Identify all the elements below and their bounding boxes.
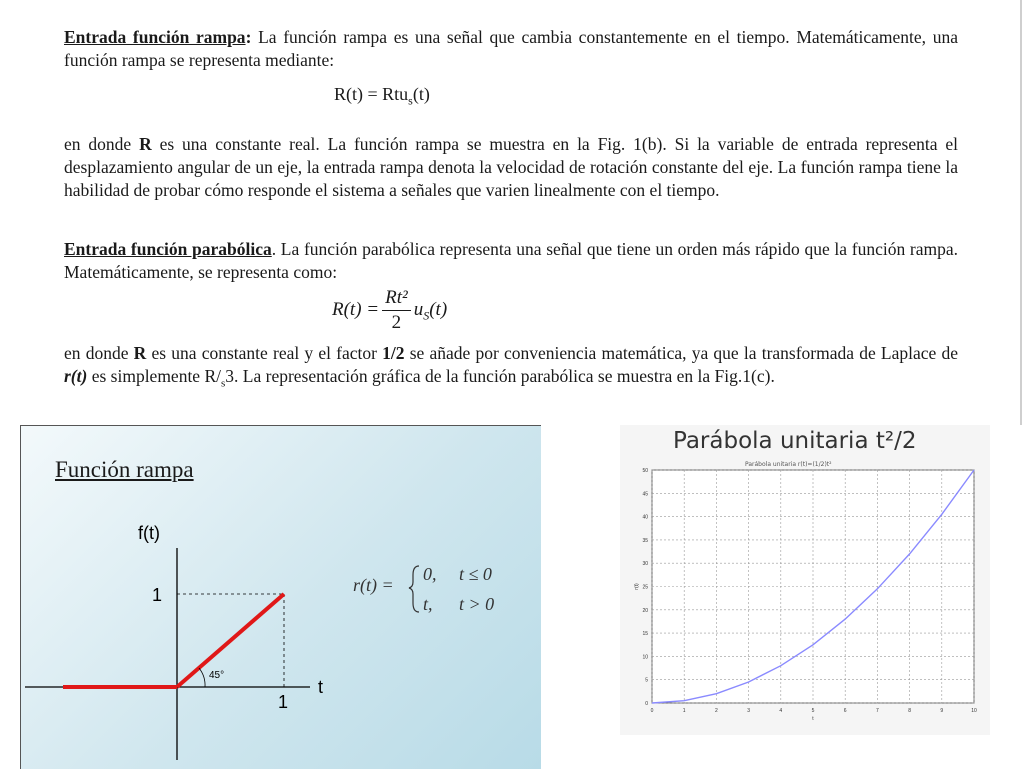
text-fragment: es una constante real y el factor (146, 343, 383, 363)
function-r-of-t: r(t) (64, 366, 88, 386)
case2-value: t, (423, 594, 433, 614)
heading-parabolic: Entrada función parabólica (64, 239, 272, 259)
parabolic-eq-end: (t) (429, 298, 448, 320)
x-tick-label: 9 (940, 708, 944, 714)
ramp-intro-text: La función rampa es una señal que cambia constantemente en el tiempo. Matemáticamente, una función rampa se representa mediante: (64, 27, 958, 70)
y-axis-label: f(t) (138, 523, 160, 543)
text-fragment: en donde (64, 343, 134, 363)
y-tick-label: 10 (642, 654, 648, 661)
text-fragment: 3. La representación gráfica de la función parabólica se muestra en la Fig.1(c). (225, 366, 775, 386)
factor-half: 1/2 (382, 343, 405, 363)
parabola-chart-title: Parábola unitaria t²/2 (673, 428, 917, 454)
page-edge-divider (1020, 0, 1022, 425)
x-tick-label: 7 (876, 708, 879, 714)
heading-ramp: Entrada función rampa (64, 27, 246, 47)
case2-condition: t > 0 (459, 594, 495, 614)
x-tick-label: 2 (715, 708, 718, 714)
fraction-numerator: Rt² (382, 286, 411, 311)
y-tick-label: 20 (642, 607, 648, 614)
y-tick-label: 15 (642, 631, 648, 638)
y-tick-label: 5 (645, 677, 648, 684)
angle-label: 45° (209, 670, 225, 681)
y-tick-label: 0 (645, 701, 648, 707)
x-tick-label: 0 (650, 708, 654, 714)
ramp-figure-title: Función rampa (55, 457, 194, 482)
parabolic-eq-u: u (413, 298, 424, 320)
y-tick-label: 1 (152, 585, 163, 605)
constant-R: R (139, 134, 152, 154)
x-tick-label: 4 (779, 708, 783, 714)
y-tick-label: 35 (642, 537, 648, 544)
parabolic-eq-sub: S (423, 308, 430, 323)
text-fragment: es una constante real. La función rampa se muestra en la Fig. 1(b). Si la variable de entrada representa el desplazamiento angular de un eje, la entrada rampa denota la velocidad de rotación constante del eje. La función rampa tiene la habilidad de probar cómo responde el sistema a señales que varien linealmente con el tiempo. (64, 134, 958, 200)
piecewise-brace (409, 566, 419, 612)
ramp-equation-main: R(t) = Rtu (334, 84, 409, 104)
text-fragment: en donde (64, 134, 140, 154)
x-axis-label: t (812, 716, 814, 722)
angle-arc (199, 668, 205, 687)
x-tick-label: 3 (747, 708, 750, 714)
x-tick-label: 5 (811, 708, 815, 714)
x-tick-label: 1 (682, 708, 686, 714)
parabolic-eq-lhs: R(t) = (332, 298, 380, 320)
parabola-chart (620, 425, 990, 735)
y-tick-label: 25 (642, 584, 648, 591)
x-axis-label: t (318, 677, 324, 697)
x-tick-label: 8 (908, 708, 911, 714)
fraction-denominator: 2 (391, 312, 402, 333)
case1-value: 0, (423, 564, 437, 584)
y-tick-label: 45 (642, 491, 648, 498)
piecewise-lhs: r(t) = (353, 575, 394, 595)
y-tick-label: 30 (642, 561, 648, 568)
ramp-equation-sub: s (408, 93, 413, 108)
x-tick-label: 10 (971, 708, 977, 714)
parabolic-intro-text: . La función parabólica representa una señal que tiene un orden más rápido que la función rampa. Matemáticamente, se representa como: (64, 239, 958, 282)
x-tick-label: 6 (843, 708, 847, 714)
heading-colon: : (245, 27, 252, 47)
y-axis-label: r(t) (634, 583, 640, 590)
ramp-equation-end: (t) (412, 84, 430, 104)
text-fragment: es simplemente R/ (87, 366, 221, 386)
constant-R: R (133, 343, 147, 363)
ramp-rising-segment (177, 594, 284, 687)
y-tick-label: 50 (642, 468, 648, 474)
y-tick-label: 40 (642, 514, 648, 521)
text-fragment: se añade por conveniencia matemática, ya que la transformada de Laplace de (404, 343, 958, 363)
subscript-s: s (221, 377, 226, 390)
x-tick-label: 1 (278, 692, 289, 712)
parabola-chart-subtitle: Parábola unitaria r(t)=(1/2)t² (745, 461, 832, 468)
case1-condition: t ≤ 0 (459, 564, 492, 584)
